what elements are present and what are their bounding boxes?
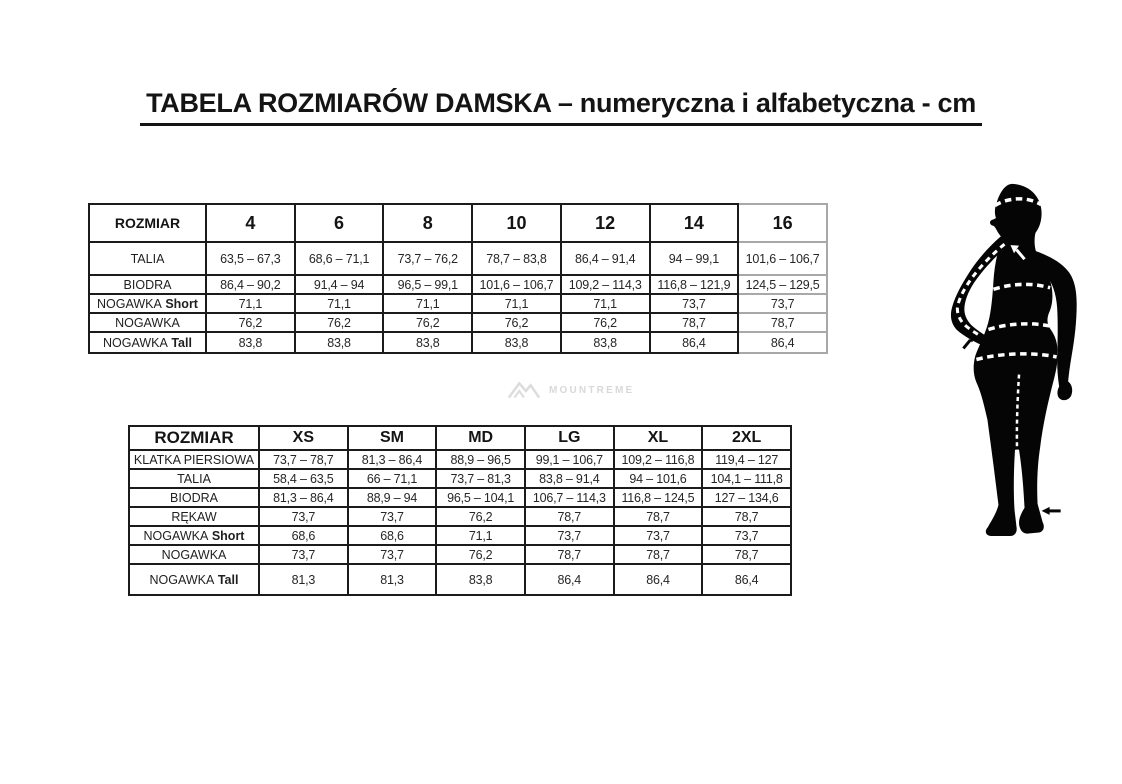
measurement-value-cell: 76,2: [561, 313, 650, 332]
measurement-value-cell: 71,1: [561, 294, 650, 313]
watermark-brand-text: MOUNTREME: [549, 384, 635, 396]
measurement-value-cell: 73,7: [348, 507, 437, 526]
measurement-value-cell: 109,2 – 114,3: [561, 275, 650, 294]
measurement-value-cell: 96,5 – 104,1: [436, 488, 525, 507]
measurement-row-label: RĘKAW: [129, 507, 259, 526]
measurement-value-cell: 88,9 – 96,5: [436, 450, 525, 469]
page-title: TABELA ROZMIARÓW DAMSKA – numeryczna i alfabetyczna - cm: [140, 88, 982, 126]
measurement-value-cell: 68,6 – 71,1: [295, 242, 384, 275]
measurement-value-cell: 76,2: [206, 313, 295, 332]
size-column-header: 14: [650, 204, 739, 242]
measurement-value-cell: 76,2: [472, 313, 561, 332]
measurement-value-cell: 101,6 – 106,7: [738, 242, 827, 275]
measurement-value-cell: 94 – 99,1: [650, 242, 739, 275]
measurement-value-cell: 86,4: [738, 332, 827, 353]
measurement-value-cell: 78,7: [525, 507, 614, 526]
measurement-value-cell: 78,7: [738, 313, 827, 332]
measurement-row: [129, 450, 791, 469]
measurement-value-cell: 73,7: [650, 294, 739, 313]
wrist-arrow: [963, 336, 976, 349]
measurement-value-cell: 86,4: [525, 564, 614, 595]
measurement-row-label: BIODRA: [89, 275, 206, 294]
silhouette-torso-legs: [974, 229, 1058, 536]
measurement-value-cell: 76,2: [295, 313, 384, 332]
size-column-header: MD: [436, 426, 525, 450]
measurement-value-cell: 86,4 – 90,2: [206, 275, 295, 294]
numeric-size-table: [88, 203, 828, 354]
measurement-row: [129, 526, 791, 545]
measurement-value-cell: 94 – 101,6: [614, 469, 703, 488]
measurement-value-cell: 86,4: [702, 564, 791, 595]
measurement-value-cell: 83,8: [436, 564, 525, 595]
measurement-row-label: TALIA: [89, 242, 206, 275]
measurement-value-cell: 76,2: [436, 507, 525, 526]
measurement-row-label: NOGAWKA: [129, 545, 259, 564]
mountain-logo-icon: [506, 379, 542, 401]
measurement-value-cell: 76,2: [436, 545, 525, 564]
measurement-row: [129, 564, 791, 595]
measurement-value-cell: 78,7: [525, 545, 614, 564]
measurement-value-cell: 73,7 – 78,7: [259, 450, 348, 469]
measurement-value-cell: 96,5 – 99,1: [383, 275, 472, 294]
measurement-value-cell: 68,6: [259, 526, 348, 545]
measurement-row: [89, 242, 827, 275]
measurement-value-cell: 71,1: [295, 294, 384, 313]
measurement-value-cell: 124,5 – 129,5: [738, 275, 827, 294]
measurement-row-label: NOGAWKA Short: [129, 526, 259, 545]
measurement-row-label: TALIA: [129, 469, 259, 488]
measurement-row-label: NOGAWKA: [89, 313, 206, 332]
measurement-row: [89, 294, 827, 313]
measurement-value-cell: 81,3 – 86,4: [259, 488, 348, 507]
size-corner-header: ROZMIAR: [89, 204, 206, 242]
measurement-value-cell: 73,7: [525, 526, 614, 545]
measurement-value-cell: 119,4 – 127: [702, 450, 791, 469]
measurement-value-cell: 73,7: [614, 526, 703, 545]
measurement-value-cell: 71,1: [206, 294, 295, 313]
measurement-value-cell: 78,7: [614, 507, 703, 526]
measurement-value-cell: 81,3: [348, 564, 437, 595]
measurement-value-cell: 71,1: [472, 294, 561, 313]
measurement-row: [89, 313, 827, 332]
measurement-value-cell: 106,7 – 114,3: [525, 488, 614, 507]
measurement-value-cell: 73,7: [259, 545, 348, 564]
measurement-value-cell: 127 – 134,6: [702, 488, 791, 507]
measurement-value-cell: 86,4 – 91,4: [561, 242, 650, 275]
header-row: [129, 426, 791, 450]
measurement-row: [89, 332, 827, 353]
size-column-header: XL: [614, 426, 703, 450]
measurement-row-label: NOGAWKA Short: [89, 294, 206, 313]
measurement-value-cell: 63,5 – 67,3: [206, 242, 295, 275]
measurement-value-cell: 91,4 – 94: [295, 275, 384, 294]
measurement-row: [129, 469, 791, 488]
measurement-value-cell: 73,7: [702, 526, 791, 545]
measurement-value-cell: 83,8: [295, 332, 384, 353]
size-column-header: XS: [259, 426, 348, 450]
measurement-value-cell: 68,6: [348, 526, 437, 545]
female-silhouette-figure: [943, 183, 1079, 539]
measurement-value-cell: 78,7: [614, 545, 703, 564]
size-column-header: 10: [472, 204, 561, 242]
measurement-row-label: KLATKA PIERSIOWA: [129, 450, 259, 469]
measurement-row-label: BIODRA: [129, 488, 259, 507]
measurement-value-cell: 78,7: [702, 545, 791, 564]
measurement-value-cell: 99,1 – 106,7: [525, 450, 614, 469]
ankle-arrow: [1042, 507, 1061, 515]
measurement-value-cell: 81,3: [259, 564, 348, 595]
measurement-value-cell: 78,7: [702, 507, 791, 526]
silhouette-body-shapes: [951, 184, 1077, 536]
measurement-value-cell: 71,1: [383, 294, 472, 313]
measurement-value-cell: 71,1: [436, 526, 525, 545]
size-column-header: 16: [738, 204, 827, 242]
measurement-value-cell: 86,4: [650, 332, 739, 353]
measurement-value-cell: 116,8 – 121,9: [650, 275, 739, 294]
measurement-value-cell: 88,9 – 94: [348, 488, 437, 507]
measurement-row: [129, 545, 791, 564]
measurement-row: [89, 275, 827, 294]
measurement-value-cell: 78,7 – 83,8: [472, 242, 561, 275]
size-column-header: 6: [295, 204, 384, 242]
brand-watermark: [506, 379, 634, 401]
measurement-value-cell: 104,1 – 111,8: [702, 469, 791, 488]
measurement-value-cell: 73,7 – 76,2: [383, 242, 472, 275]
size-column-header: 2XL: [702, 426, 791, 450]
measurement-value-cell: 83,8: [383, 332, 472, 353]
measurement-value-cell: 73,7 – 81,3: [436, 469, 525, 488]
measurement-row-label: NOGAWKA Tall: [89, 332, 206, 353]
measurement-value-cell: 66 – 71,1: [348, 469, 437, 488]
measurement-value-cell: 76,2: [383, 313, 472, 332]
size-column-header: LG: [525, 426, 614, 450]
measurement-value-cell: 83,8 – 91,4: [525, 469, 614, 488]
measurement-value-cell: 73,7: [738, 294, 827, 313]
measurement-value-cell: 83,8: [206, 332, 295, 353]
female-silhouette: [943, 183, 1079, 539]
measurement-row-label: NOGAWKA Tall: [129, 564, 259, 595]
title-row: [0, 88, 1122, 126]
measurement-value-cell: 78,7: [650, 313, 739, 332]
measurement-value-cell: 81,3 – 86,4: [348, 450, 437, 469]
alpha-size-table: [128, 425, 792, 596]
size-column-header: 4: [206, 204, 295, 242]
measurement-row: [129, 507, 791, 526]
size-column-header: SM: [348, 426, 437, 450]
measurement-value-cell: 83,8: [472, 332, 561, 353]
size-column-header: 8: [383, 204, 472, 242]
measurement-value-cell: 73,7: [348, 545, 437, 564]
measurement-value-cell: 83,8: [561, 332, 650, 353]
measurement-value-cell: 116,8 – 124,5: [614, 488, 703, 507]
measurement-value-cell: 58,4 – 63,5: [259, 469, 348, 488]
measurement-value-cell: 109,2 – 116,8: [614, 450, 703, 469]
header-row: [89, 204, 827, 242]
measurement-value-cell: 101,6 – 106,7: [472, 275, 561, 294]
measurement-value-cell: 86,4: [614, 564, 703, 595]
measurement-row: [129, 488, 791, 507]
size-column-header: 12: [561, 204, 650, 242]
measurement-value-cell: 73,7: [259, 507, 348, 526]
size-corner-header: ROZMIAR: [129, 426, 259, 450]
